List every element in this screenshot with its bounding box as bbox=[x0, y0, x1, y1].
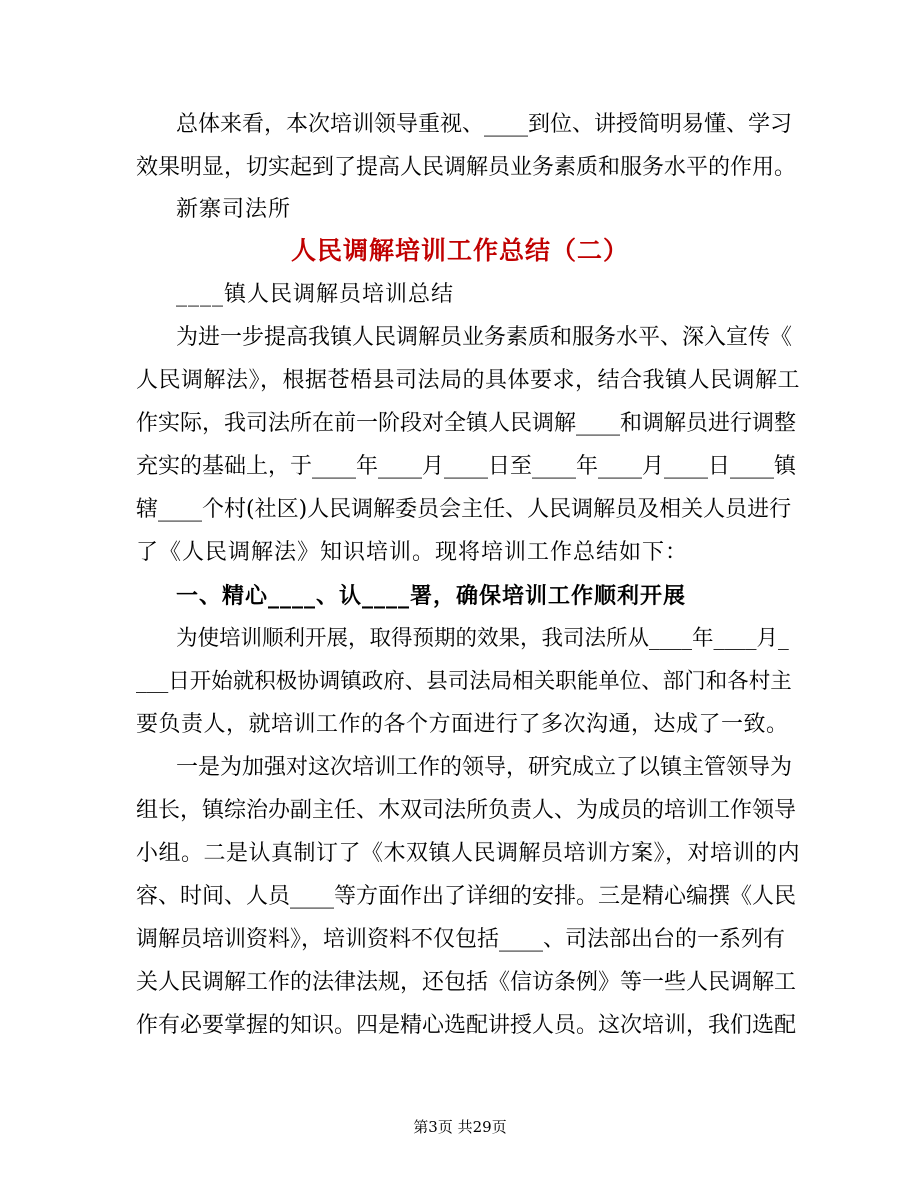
para2-line3: 作实际，我司法所在前一阶段对全镇人民调解____和调解员进行调整 bbox=[136, 411, 797, 436]
para2-line4: 充实的基础上，于____年____月____日至____年____月____日____镇 bbox=[136, 454, 797, 479]
para2-line5: 辖____个村(社区)人民调解委员会主任、人民调解员及相关人员进行 bbox=[136, 497, 792, 522]
para2-line2: 人民调解法》，根据苍梧县司法局的具体要求，结合我镇人民调解工 bbox=[136, 368, 801, 393]
para3-line3: 要负责人，就培训工作的各个方面进行了多次沟通，达成了一致。 bbox=[136, 712, 789, 737]
document-title: 人民调解培训工作总结（二） bbox=[290, 236, 629, 265]
para4-line5: 调解员培训资料》，培训资料不仅包括____、司法部出台的一系列有 bbox=[136, 927, 786, 952]
para3-line1: 为使培训顺利开展，取得预期的效果，我司法所从____年____月_ bbox=[176, 626, 789, 651]
para4-line6: 关人民调解工作的法律法规，还包括《信访条例》等一些人民调解工 bbox=[136, 970, 797, 995]
subtitle: ____镇人民调解员培训总结 bbox=[176, 282, 455, 307]
para4-line7: 作有必要掌握的知识。四是精心选配讲授人员。这次培训，我们选配 bbox=[136, 1013, 797, 1038]
para1-line1: 总体来看，本次培训领导重视、____到位、讲授简明易懂、学习 bbox=[176, 112, 793, 137]
para4-line4: 容、时间、人员____等方面作出了详细的安排。三是精心编撰《人民 bbox=[136, 884, 797, 909]
para4-line1: 一是为加强对这次培训工作的领导，研究成立了以镇主管领导为 bbox=[176, 755, 793, 780]
para4-line2: 组长，镇综治办副主任、木双司法所负责人、为成员的培训工作领导 bbox=[136, 798, 797, 823]
para3-line2: ___日开始就积极协调镇政府、县司法局相关职能单位、部门和各村主 bbox=[136, 669, 792, 694]
para1-line2: 效果明显，切实起到了提高人民调解员业务素质和服务水平的作用。 bbox=[136, 155, 797, 180]
page-number-footer: 第3页 共29页 bbox=[413, 1118, 507, 1136]
section1-heading: 一、精心____、认____署，确保培训工作顺利开展 bbox=[176, 583, 687, 609]
signature: 新寨司法所 bbox=[176, 197, 292, 222]
para4-line3: 小组。二是认真制订了《木双镇人民调解员培训方案》，对培训的内 bbox=[136, 841, 801, 866]
para2-line6: 了《人民调解法》知识培训。现将培训工作总结如下： bbox=[136, 540, 689, 565]
para2-line1: 为进一步提高我镇人民调解员业务素质和服务水平、深入宣传《 bbox=[176, 325, 793, 350]
